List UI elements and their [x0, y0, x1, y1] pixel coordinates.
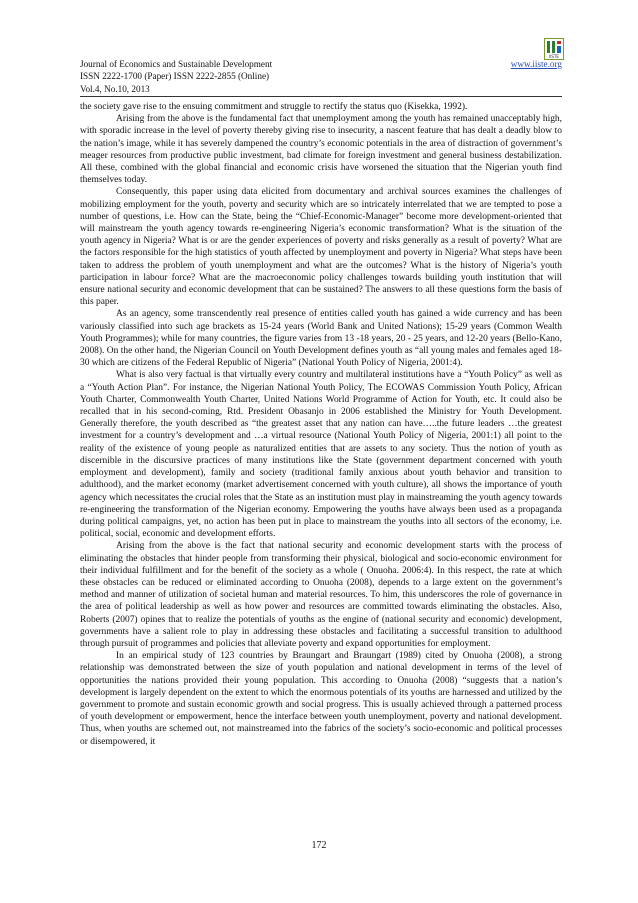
paragraph: Consequently, this paper using data elicited from documentary and archival sources examines the challenges of mobilizing employment for the youth, poverty and security which are so intricately interrelated that we are tempted to pose a number of questions, i.e. How can the State, being the “Chief-Economic-Manager” become more development-oriented that will mainstream the youth agency towards re-engineering Nigeria’s economic transformation? What is the situation of the youth agency in Nigeria? What is or are the gender experiences of poverty and risks generally as a result of poverty? What are the factors responsible for the high statistics of youth affected by unemployment and poverty in Nigeria? What steps have been taken to address the problem of youth unemployment and what are the outcomes? What is the history of Nigeria’s youth participation in labour force? What are the macroeconomic policy challenges towards building youth institution that will ensure national security and economic development that can be sustained? The answers to all these questions form the basis of this paper. [80, 187, 562, 308]
iiste-logo-icon [544, 38, 564, 60]
page-number: 172 [311, 840, 327, 851]
journal-header [80, 56, 562, 106]
paragraph: Arising from the above is the fundamental fact that unemployment among the youth has remained unacceptably high, with sporadic increase in the level of poverty thereby giving rise to insecurity, a nascent feature that has dealt a deadly blow to the nation’s image, while it has severely dampened the country’s economic potentials in the area of distraction of government’s meager resources from productive public investment, bad climate for foreign investment and general business destabilization. All these, combined with the global financial and economic crisis have worsened the situation that the Nigerian youth find themselves today. [80, 114, 562, 186]
paragraph: the society gave rise to the ensuing commitment and struggle to rectify the status quo (Kisekka, 1992). [80, 102, 468, 112]
journal-volume: Vol.4, No.10, 2013 [80, 83, 150, 94]
journal-issn: ISSN 2222-1700 (Paper) ISSN 2222-2855 (Online) [80, 71, 270, 82]
paragraph: As an agency, some transcendently real presence of entities called youth has gained a wide currency and has been variously classified into such age brackets as 15-24 years (World Bank and United Nations); 15-29 years (Common Wealth Youth Programmes); while for many countries, the figure varies from 13 -18 years, 20 - 25 years, and 12-20 years (Bello-Kano, 2008). On the other hand, the Nigerian Council on Youth Development defines youth as “all young males and females aged 18-30 which are citizens of the Federal Republic of Nigeria” (National Youth Policy of Nigeria, 2001:4). [80, 309, 562, 369]
paragraph: In an empirical study of 123 countries by Braungart and Braungart (1989) cited by Onuoha (2008), a strong relationship was demonstrated between the size of youth population and national development in terms of the level of opportunities the nations provided their young population. This according to Onuoha (2008) “suggests that a nation’s development is largely dependent on the extent to which the enormous potentials of its youths are harnessed and utilized by the government to promote and sustain economic growth and social progress. This is usually achieved through a patterned process of youth development or empowerment, hence the interface between youth unemployment, poverty and national development. Thus, when youths are schemed out, not mainstreamed into the fabrics of the society’s socio-economic and political processes or disempowered, it [80, 651, 562, 747]
journal-info [80, 58, 272, 95]
paragraph: Arising from the above is the fact that national security and economic development starts with the process of eliminating the obstacles that hinder people from transforming their physical, biological and socio-economic environment for their individual fulfillment and for the benefit of the society as a whole ( Onuoha. 2006:4). In this respect, the rate at which these obstacles can be reduced or eliminated according to Onuoha (2008), depends to a large extent on the government’s method and manner of utilization of societal human and material resources. To him, this underscores the role of governance in the area of political leadership as well as how power and resources are committed towards eliminating the obstacles. Also, Roberts (2007) opines that to realize the potentials of youths as the engine of (national security and economic) development, governments have a salient role to play in addressing these obstacles and facilitating a successful transition to adulthood through pursuit of programmes and policies that alleviate poverty and expand opportunities for employment. [80, 541, 562, 649]
body-text [80, 101, 562, 748]
journal-url-link[interactable]: www.iiste.org [510, 59, 562, 69]
header-divider [80, 96, 562, 97]
paragraph: What is also very factual is that virtually every country and multilateral institutions have a “Youth Policy” as well as a “Youth Action Plan”. For instance, the Nigerian National Youth Policy, The ECOWAS Commission Youth Policy, African Youth Charter, Commonwealth Youth Charter, United Nations World Programme of Action for Youth, etc. It could also be recalled that in his second-coming, Rtd. President Obasanjo in 2006 established the Ministry for Youth Development. Generally therefore, the youth described as “the greatest asset that any nation can have…..the future leaders …the greatest investment for a country’s development and …a virtual resource (National Youth Policy of Nigeria, 2001:1) all point to the reality of the existence of young people as naturalized entities that are assets to any society. Thus the notion of youth as discernible in the discursive practices of many institutions like the State (government department concerned with youth employment and development), family and society (traditional family anxious about youth behavior and transition to adulthood), and the market economy (market advertisement concerned with youth culture), all shows the importance of youth agency which necessitates the crucial roles that the State as an institution must play in mainstreaming the youth agency towards re-engineering the transformation of the Nigerian economy. Empowering the youths have always been used as a propaganda during political campaigns, yet, no action has been put in place to mainstream the youths into all sectors of the economy, i.e. political, social, economic and development efforts. [80, 370, 562, 540]
journal-title: Journal of Economics and Sustainable Development [80, 59, 273, 69]
logo-text: IISTE [549, 54, 559, 59]
